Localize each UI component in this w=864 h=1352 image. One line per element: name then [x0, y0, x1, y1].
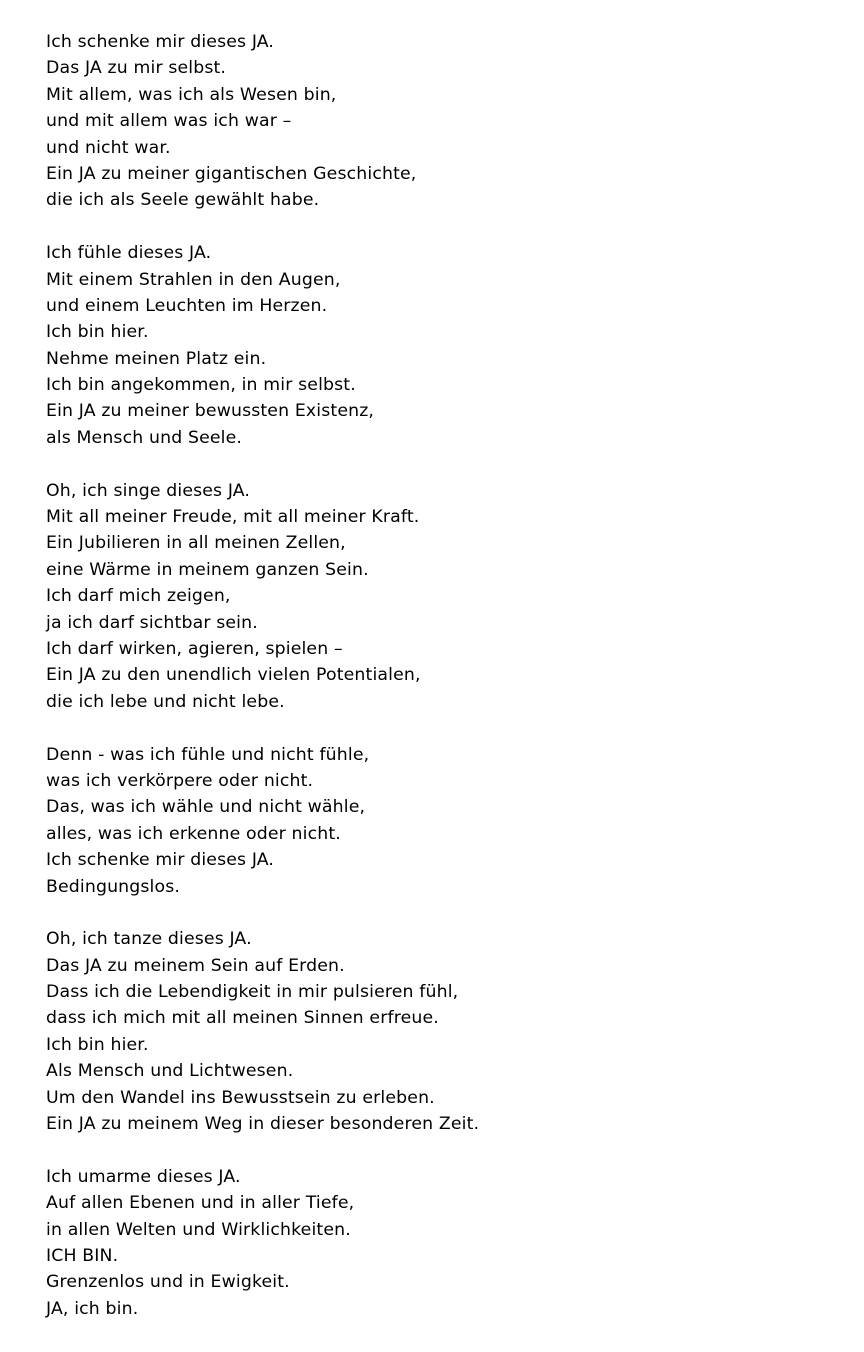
poem-line: die ich als Seele gewählt habe. [46, 190, 320, 211]
poem-line: Ein Jubilieren in all meinen Zellen, [46, 533, 346, 554]
poem-line: was ich verkörpere oder nicht. [46, 770, 314, 791]
poem-line: Ein JA zu meinem Weg in dieser besonderen Zeit. [46, 1114, 480, 1135]
poem-body [46, 29, 846, 1322]
poem-line: Dass ich die Lebendigkeit in mir pulsieren fühl, [46, 982, 459, 1003]
poem-line: Um den Wandel ins Bewusstsein zu erleben. [46, 1087, 435, 1108]
poem-line: Ich schenke mir dieses JA. [46, 32, 275, 52]
poem-line: und mit allem was ich war – [46, 111, 292, 132]
poem-line: Mit einem Strahlen in den Augen, [46, 269, 341, 290]
poem-line: und einem Leuchten im Herzen. [46, 295, 328, 316]
poem-line: Mit all meiner Freude, mit all meiner Kraft. [46, 507, 420, 528]
poem-line: Als Mensch und Lichtwesen. [46, 1061, 294, 1082]
poem-line: Ein JA zu den unendlich vielen Potentialen, [46, 665, 421, 686]
poem-line: Auf allen Ebenen und in aller Tiefe, [46, 1193, 355, 1214]
poem-line: Ich bin angekommen, in mir selbst. [46, 375, 356, 396]
poem-line: Ich darf mich zeigen, [46, 586, 231, 607]
poem-line: Oh, ich singe dieses JA. [46, 480, 251, 501]
poem-line: eine Wärme in meinem ganzen Sein. [46, 559, 369, 580]
poem-line: Oh, ich tanze dieses JA. [46, 929, 252, 950]
poem-line: die ich lebe und nicht lebe. [46, 691, 285, 712]
poem-line: Ich fühle dieses JA. [46, 243, 212, 264]
poem-line: Ich schenke mir dieses JA. [46, 850, 275, 871]
poem-line: Grenzenlos und in Ewigkeit. [46, 1272, 290, 1293]
poem-line: Bedingungslos. [46, 876, 181, 897]
stanza-1 [46, 29, 846, 214]
poem-line: Ich bin hier. [46, 1034, 149, 1055]
stanza-4 [46, 742, 846, 900]
stanza-6 [46, 1164, 846, 1322]
poem-line: Mit allem, was ich als Wesen bin, [46, 84, 337, 105]
poem-line: dass ich mich mit all meinen Sinnen erfreue. [46, 1008, 439, 1029]
poem-line: ja ich darf sichtbar sein. [46, 612, 258, 633]
poem-line: ICH BIN. [46, 1245, 119, 1266]
poem-line: Ein JA zu meiner bewussten Existenz, [46, 401, 375, 422]
poem-line: Das JA zu meinem Sein auf Erden. [46, 955, 345, 976]
poem-line: Nehme meinen Platz ein. [46, 348, 267, 369]
poem-line: Ein JA zu meiner gigantischen Geschichte, [46, 163, 417, 184]
poem-line: Ich umarme dieses JA. [46, 1166, 241, 1187]
poem-line: Ich bin hier. [46, 322, 149, 343]
poem-line: JA, ich bin. [46, 1298, 139, 1319]
stanza-2 [46, 240, 846, 451]
poem-line: Denn - was ich fühle und nicht fühle, [46, 744, 370, 765]
poem-line: alles, was ich erkenne oder nicht. [46, 823, 341, 844]
poem-line: Das, was ich wähle und nicht wähle, [46, 797, 366, 818]
poem-line: Ich darf wirken, agieren, spielen – [46, 638, 343, 659]
poem-line: als Mensch und Seele. [46, 427, 243, 448]
stanza-5 [46, 926, 846, 1137]
poem-line: und nicht war. [46, 137, 171, 158]
stanza-3 [46, 478, 846, 716]
poem-line: Das JA zu mir selbst. [46, 58, 227, 79]
poem-line: in allen Welten und Wirklichkeiten. [46, 1219, 351, 1240]
